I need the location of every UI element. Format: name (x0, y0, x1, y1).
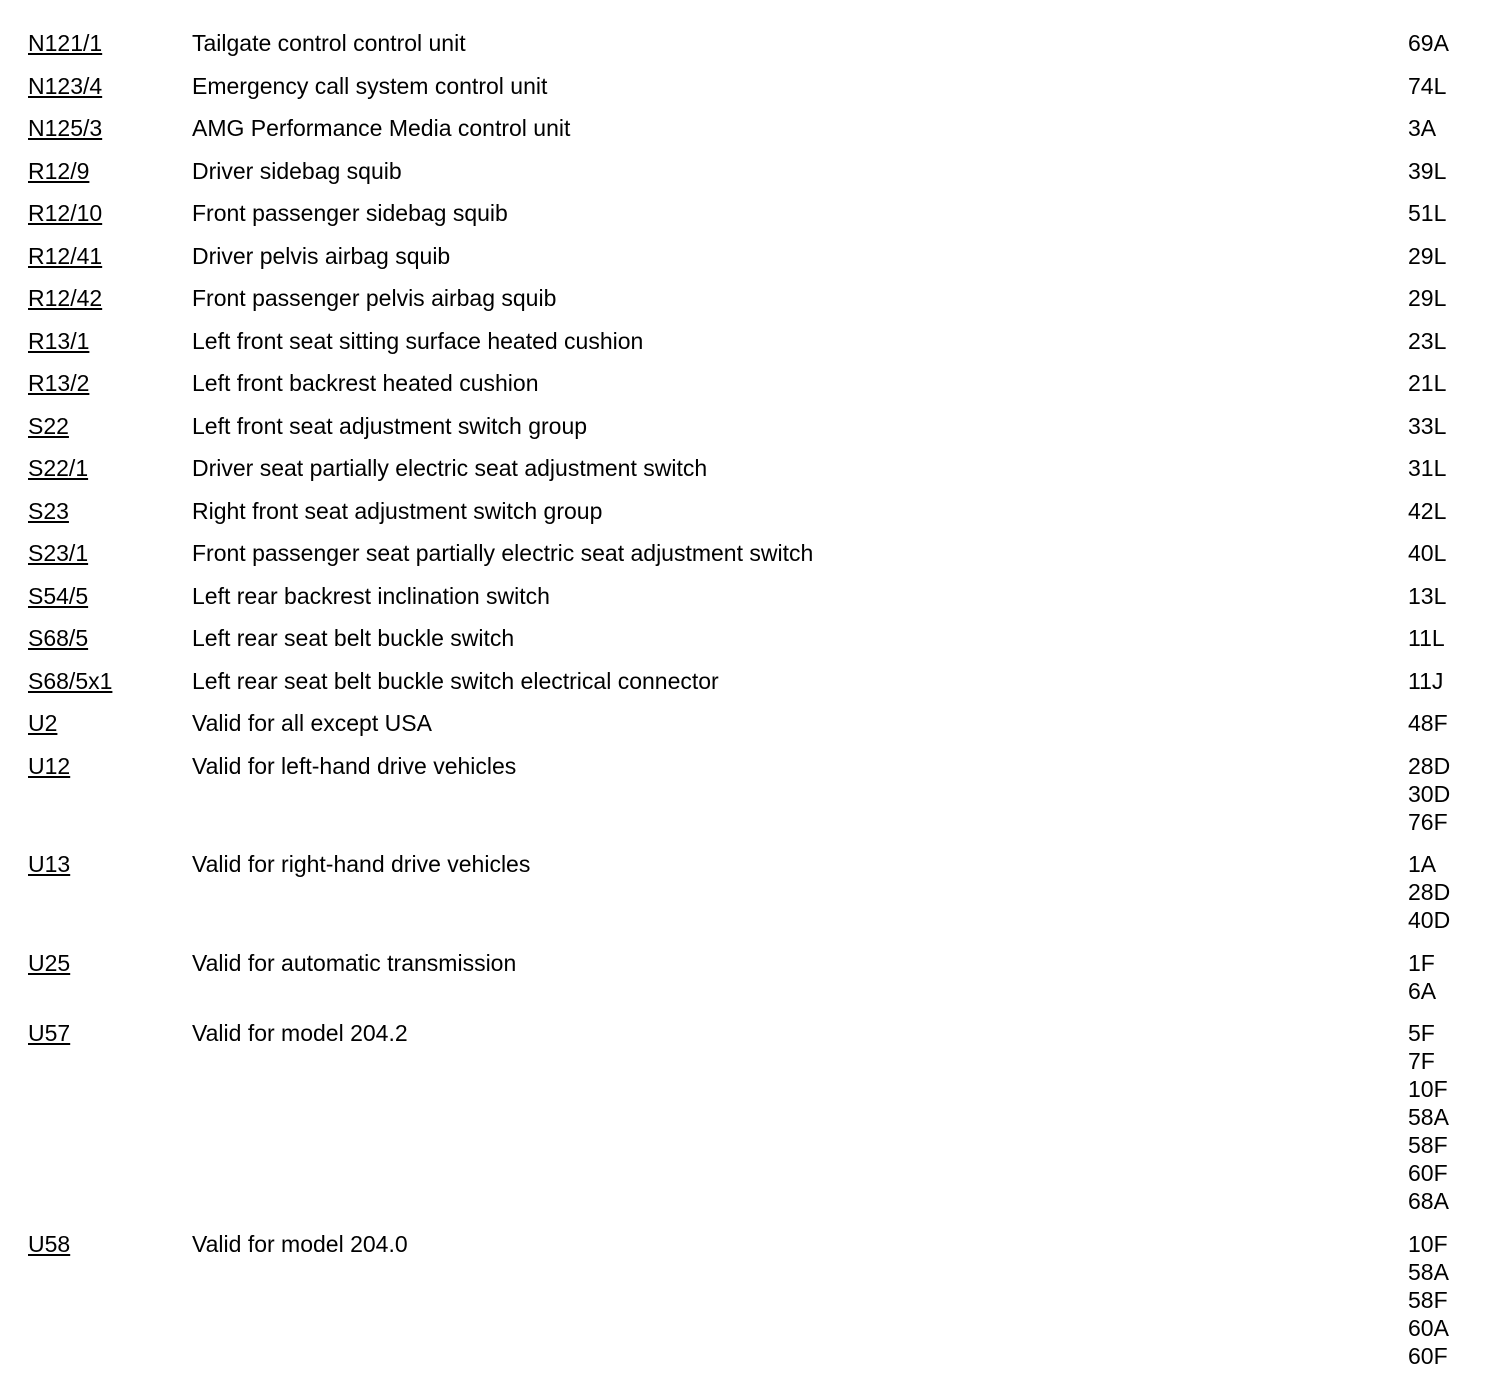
grid-reference: 1A (1408, 851, 1437, 877)
grid-reference: 74L (1408, 72, 1447, 99)
grid-reference: 6A (1408, 977, 1437, 1004)
component-description: Driver seat partially electric seat adjustment switch (192, 455, 708, 481)
grid-reference: 1F (1408, 949, 1435, 976)
grid-reference: 76F (1408, 808, 1448, 835)
component-code-link[interactable]: R13/2 (28, 370, 90, 396)
grid-reference: 11J (1408, 667, 1444, 694)
grid-references (1408, 582, 1498, 610)
grid-reference: 40L (1408, 540, 1447, 566)
grid-reference: 58F (1408, 1286, 1448, 1313)
grid-references (1408, 242, 1498, 270)
grid-reference: 31L (1408, 455, 1447, 481)
grid-references (1408, 327, 1498, 355)
grid-reference: 60F (1408, 1342, 1448, 1369)
component-description: Front passenger sidebag squib (192, 200, 508, 226)
grid-references (1408, 949, 1498, 1005)
component-code-link[interactable]: S68/5 (28, 625, 89, 651)
grid-reference: 48F (1408, 710, 1448, 736)
grid-reference: 21L (1408, 370, 1447, 396)
component-description: Valid for model 204.2 (192, 1020, 408, 1046)
component-description: Valid for model 204.0 (192, 1230, 408, 1257)
component-description: Driver sidebag squib (192, 157, 402, 184)
grid-reference: 29L (1408, 285, 1447, 311)
component-description: Valid for automatic transmission (192, 949, 517, 976)
grid-reference: 68A (1408, 1188, 1449, 1214)
component-description: AMG Performance Media control unit (192, 115, 571, 141)
grid-references (1408, 157, 1498, 185)
grid-reference: 51L (1408, 200, 1447, 226)
component-code-link[interactable]: S68/5x1 (28, 667, 113, 694)
component-code-link[interactable]: N123/4 (28, 72, 103, 99)
grid-reference: 10F (1408, 1076, 1448, 1102)
component-code-link[interactable]: R12/42 (28, 285, 103, 311)
grid-references (1408, 709, 1498, 737)
component-description: Valid for right-hand drive vehicles (192, 851, 531, 877)
grid-reference: 30D (1408, 780, 1451, 807)
grid-reference: 33L (1408, 412, 1447, 439)
component-code-link[interactable]: N121/1 (28, 30, 103, 56)
grid-reference: 40D (1408, 907, 1451, 933)
component-description: Front passenger seat partially electric seat adjustment switch (192, 540, 814, 566)
grid-reference: 28D (1408, 752, 1451, 779)
grid-references (1408, 199, 1498, 227)
component-code-link[interactable]: S22 (28, 412, 69, 439)
component-description: Left front seat adjustment switch group (192, 412, 588, 439)
grid-references (1408, 454, 1498, 482)
component-description: Left rear seat belt buckle switch electrical connector (192, 667, 719, 694)
grid-references (1408, 667, 1498, 695)
grid-reference: 5F (1408, 1020, 1435, 1046)
grid-references (1408, 497, 1498, 525)
component-description: Left front backrest heated cushion (192, 370, 539, 396)
component-code-link[interactable]: U12 (28, 752, 71, 779)
grid-references (1408, 1019, 1498, 1215)
grid-reference: 58A (1408, 1258, 1449, 1285)
grid-references (1408, 284, 1498, 312)
grid-reference: 60F (1408, 1160, 1448, 1186)
component-description: Emergency call system control unit (192, 72, 548, 99)
grid-reference: 39L (1408, 157, 1447, 184)
component-code-link[interactable]: R12/10 (28, 200, 103, 226)
grid-references (1408, 369, 1498, 397)
component-description: Left rear seat belt buckle switch (192, 625, 515, 651)
component-code-link[interactable]: N125/3 (28, 115, 103, 141)
component-code-link[interactable]: U57 (28, 1020, 71, 1046)
grid-references (1408, 624, 1498, 652)
grid-reference: 60A (1408, 1314, 1449, 1341)
component-code-link[interactable]: S54/5 (28, 582, 89, 609)
grid-reference: 42L (1408, 497, 1447, 524)
component-description: Tailgate control control unit (192, 30, 466, 56)
component-description: Front passenger pelvis airbag squib (192, 285, 557, 311)
grid-reference: 58F (1408, 1132, 1448, 1158)
component-code-link[interactable]: R12/9 (28, 157, 90, 184)
grid-references (1408, 539, 1498, 567)
component-code-link[interactable]: U13 (28, 851, 71, 877)
grid-references (1408, 752, 1498, 836)
component-description: Left rear backrest inclination switch (192, 582, 550, 609)
grid-reference: 69A (1408, 30, 1449, 56)
component-description: Right front seat adjustment switch group (192, 497, 603, 524)
grid-references (1408, 412, 1498, 440)
grid-references (1408, 29, 1498, 57)
component-code-link[interactable]: S22/1 (28, 455, 89, 481)
grid-references (1408, 850, 1498, 934)
component-code-link[interactable]: U25 (28, 949, 71, 976)
component-code-link[interactable]: R12/41 (28, 242, 103, 269)
component-code-link[interactable]: S23/1 (28, 540, 89, 566)
grid-reference: 7F (1408, 1048, 1435, 1074)
grid-references (1408, 72, 1498, 100)
grid-reference: 3A (1408, 115, 1437, 141)
grid-reference: 58A (1408, 1104, 1449, 1130)
grid-reference: 28D (1408, 879, 1451, 905)
component-code-link[interactable]: S23 (28, 497, 69, 524)
grid-references (1408, 1230, 1498, 1370)
grid-references (1408, 114, 1498, 142)
component-description: Valid for left-hand drive vehicles (192, 752, 517, 779)
component-code-link[interactable]: R13/1 (28, 327, 90, 354)
component-description: Driver pelvis airbag squib (192, 242, 451, 269)
grid-reference: 29L (1408, 242, 1447, 269)
grid-reference: 11L (1408, 625, 1445, 651)
component-code-link[interactable]: U2 (28, 710, 58, 736)
component-description: Valid for all except USA (192, 710, 432, 736)
grid-reference: 23L (1408, 327, 1447, 354)
component-description: Left front seat sitting surface heated cushion (192, 327, 644, 354)
grid-reference: 13L (1408, 582, 1447, 609)
grid-reference: 10F (1408, 1230, 1448, 1257)
component-code-link[interactable]: U58 (28, 1230, 71, 1257)
